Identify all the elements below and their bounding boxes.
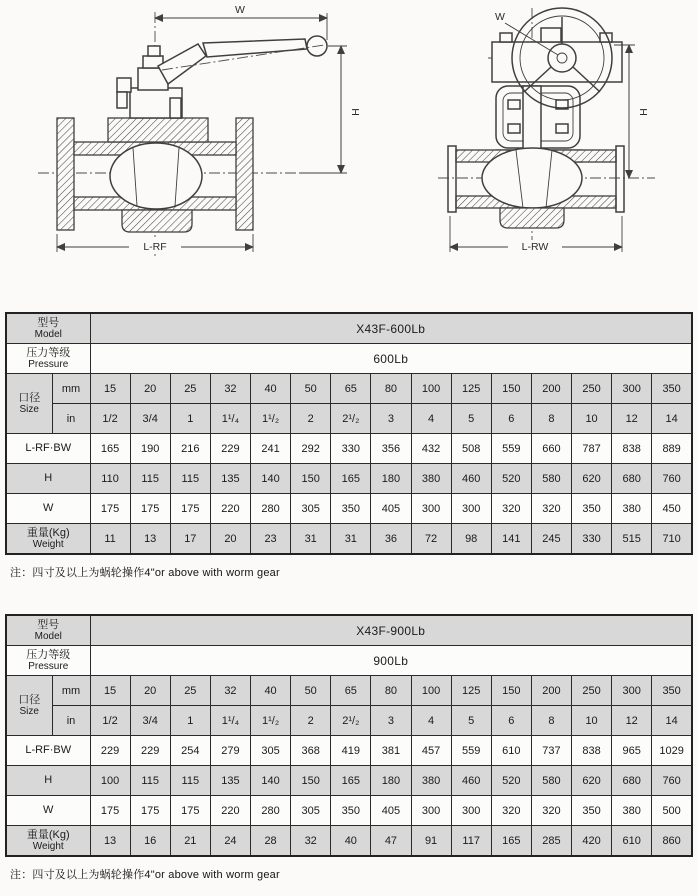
dim-label-w-left: W	[235, 4, 245, 16]
label: L-RF·BW	[25, 442, 72, 455]
size-in-value: 12	[612, 404, 652, 434]
spec-value: 11	[90, 524, 130, 555]
spec-value: 140	[251, 766, 291, 796]
spec-value: 47	[371, 826, 411, 857]
label-cn: 压力等级	[26, 648, 71, 661]
size-mm-value: 100	[411, 676, 451, 706]
spec-value: 760	[652, 766, 692, 796]
spec-value: 380	[411, 766, 451, 796]
spec-value: 229	[130, 736, 170, 766]
spec-value: 36	[371, 524, 411, 555]
spec-value: 135	[210, 464, 250, 494]
size-in-value: 2¹/₂	[331, 706, 371, 736]
size-in-value: 10	[572, 706, 612, 736]
size-in-value: 1¹/₄	[210, 706, 250, 736]
spec-value: 860	[652, 826, 692, 857]
size-mm-value: 150	[491, 676, 531, 706]
size-in-value: 1¹/₂	[251, 404, 291, 434]
model-label	[6, 313, 90, 344]
size-in-value: 1¹/₂	[251, 706, 291, 736]
spec-value: 405	[371, 796, 411, 826]
spec-value: 450	[652, 494, 692, 524]
technical-drawings	[0, 0, 698, 300]
spec-value: 175	[90, 494, 130, 524]
spec-value: 300	[411, 796, 451, 826]
spec-value: 680	[612, 464, 652, 494]
spec-value: 13	[90, 826, 130, 857]
spec-value: 17	[170, 524, 210, 555]
spec-table	[5, 614, 693, 857]
lever-valve-drawing	[38, 4, 361, 258]
size-mm-value: 25	[170, 676, 210, 706]
size-mm-value: 32	[210, 374, 250, 404]
size-in-value: 1	[170, 706, 210, 736]
spec-value: 98	[451, 524, 491, 555]
size-in-value: 4	[411, 706, 451, 736]
right-flange	[236, 118, 253, 230]
spec-value: 216	[170, 434, 210, 464]
spec-value: 180	[371, 464, 411, 494]
dim-label-h-right: H	[637, 108, 649, 116]
spec-value: 115	[130, 464, 170, 494]
spec-value: 420	[572, 826, 612, 857]
spec-value: 508	[451, 434, 491, 464]
spec-value: 165	[491, 826, 531, 857]
spec-value: 175	[90, 796, 130, 826]
spec-value: 115	[170, 766, 210, 796]
size-mm-value: 350	[652, 374, 692, 404]
spec-value: 320	[491, 494, 531, 524]
weld-end-right	[616, 146, 624, 212]
size-in-value: 3/4	[130, 404, 170, 434]
yoke-bolt	[556, 124, 568, 133]
weld-end-left	[448, 146, 456, 212]
spec-value: 559	[451, 736, 491, 766]
size-in-value: 6	[491, 706, 531, 736]
spec-value: 175	[130, 796, 170, 826]
spec-value: 380	[612, 796, 652, 826]
spec-value: 40	[331, 826, 371, 857]
spec-value: 140	[251, 464, 291, 494]
spec-value: 220	[210, 796, 250, 826]
size-in-value: 8	[531, 706, 571, 736]
size-in-value: 6	[491, 404, 531, 434]
spec-value: 580	[531, 766, 571, 796]
size-label	[6, 374, 52, 434]
dim-label-w-right: W	[495, 11, 505, 23]
label: H	[44, 774, 53, 787]
row-label	[6, 766, 90, 796]
size-in-value: 1/2	[90, 404, 130, 434]
size-in-value: 1/2	[90, 706, 130, 736]
spec-value: 432	[411, 434, 451, 464]
size-label	[6, 676, 52, 736]
size-mm-value: 65	[331, 374, 371, 404]
dim-label-lrf: L-RF	[143, 241, 167, 253]
spec-value: 175	[130, 494, 170, 524]
size-in-value: 8	[531, 404, 571, 434]
spec-value: 419	[331, 736, 371, 766]
spec-value: 350	[331, 494, 371, 524]
note-900lb: 注：四寸及以上为蜗轮操作4"or above with worm gear	[10, 869, 280, 881]
spec-value: 520	[491, 464, 531, 494]
size-in-value: 5	[451, 706, 491, 736]
spec-value: 23	[251, 524, 291, 555]
spec-value: 28	[251, 826, 291, 857]
spec-value: 165	[331, 464, 371, 494]
spec-value: 620	[572, 464, 612, 494]
row-label	[6, 796, 90, 826]
size-mm-value: 200	[531, 676, 571, 706]
spec-value: 889	[652, 434, 692, 464]
label: L-RF·BW	[25, 744, 72, 757]
row-label	[6, 524, 90, 555]
label: H	[44, 472, 53, 485]
pressure-label	[6, 344, 90, 374]
gland-bracket	[117, 92, 127, 108]
label-en: Model	[34, 329, 62, 341]
spec-value: 838	[612, 434, 652, 464]
size-mm-value: 40	[251, 374, 291, 404]
spec-value: 165	[331, 766, 371, 796]
size-mm-value: 300	[612, 374, 652, 404]
size-mm-value: 15	[90, 676, 130, 706]
spec-value: 24	[210, 826, 250, 857]
spec-value: 838	[572, 736, 612, 766]
label-cn: 型号	[37, 618, 60, 631]
size-in-value: 2	[291, 404, 331, 434]
unit-mm: mm	[52, 374, 90, 404]
spec-value: 320	[531, 796, 571, 826]
size-mm-value: 15	[90, 374, 130, 404]
size-in-value: 12	[612, 706, 652, 736]
spec-value: 31	[331, 524, 371, 555]
label-cn: 口径	[18, 693, 41, 706]
yoke-bolt	[508, 100, 520, 109]
spec-value: 150	[291, 766, 331, 796]
row-label	[6, 494, 90, 524]
spec-value: 190	[130, 434, 170, 464]
spec-value: 280	[251, 796, 291, 826]
spec-value: 350	[572, 796, 612, 826]
bottom-cap	[122, 210, 192, 232]
dim-label-h-left: H	[349, 108, 361, 116]
spec-value: 787	[572, 434, 612, 464]
size-in-value: 3	[371, 706, 411, 736]
spec-value: 515	[612, 524, 652, 555]
label-cn: 压力等级	[26, 346, 71, 359]
label-cn: 重量(Kg)	[26, 828, 70, 841]
spec-value: 180	[371, 766, 411, 796]
size-mm-value: 250	[572, 676, 612, 706]
note-600lb: 注：四寸及以上为蜗轮操作4"or above with worm gear	[10, 567, 280, 579]
size-mm-value: 20	[130, 374, 170, 404]
size-mm-value: 300	[612, 676, 652, 706]
yoke-bolt	[508, 124, 520, 133]
pressure-value: 600Lb	[90, 344, 692, 374]
size-mm-value: 32	[210, 676, 250, 706]
model-label	[6, 615, 90, 646]
spec-value: 220	[210, 494, 250, 524]
label-cn: 重量(Kg)	[26, 526, 70, 539]
spec-value: 330	[572, 524, 612, 555]
size-mm-value: 150	[491, 374, 531, 404]
bonnet-flange	[108, 118, 208, 142]
label-en: Size	[19, 706, 39, 718]
spec-value: 610	[491, 736, 531, 766]
size-mm-value: 50	[291, 676, 331, 706]
spec-value: 20	[210, 524, 250, 555]
spec-value: 380	[612, 494, 652, 524]
dim-label-lrw: L-RW	[521, 241, 549, 253]
size-in-value: 14	[652, 404, 692, 434]
row-label	[6, 464, 90, 494]
row-label	[6, 736, 90, 766]
size-in-value: 1	[170, 404, 210, 434]
size-in-value: 2	[291, 706, 331, 736]
label-en: Weight	[32, 539, 64, 551]
bottom-cap	[500, 208, 564, 228]
spec-value: 279	[210, 736, 250, 766]
label-en: Weight	[32, 841, 64, 853]
size-in-value: 3/4	[130, 706, 170, 736]
spec-value: 91	[411, 826, 451, 857]
unit-mm: mm	[52, 676, 90, 706]
handwheel-hub	[548, 44, 576, 72]
label-en: Model	[34, 631, 62, 643]
spec-value: 320	[491, 796, 531, 826]
spec-value: 559	[491, 434, 531, 464]
size-in-value: 2¹/₂	[331, 404, 371, 434]
handle-arm	[158, 44, 206, 84]
spec-value: 117	[451, 826, 491, 857]
spec-value: 115	[170, 464, 210, 494]
spec-value: 737	[531, 736, 571, 766]
spec-value: 380	[411, 464, 451, 494]
size-in-value: 5	[451, 404, 491, 434]
spec-value: 305	[251, 736, 291, 766]
spec-value: 660	[531, 434, 571, 464]
label-en: Pressure	[28, 359, 69, 371]
stem-cap	[148, 46, 160, 56]
size-mm-value: 80	[371, 676, 411, 706]
size-mm-value: 125	[451, 676, 491, 706]
spec-value: 229	[90, 736, 130, 766]
spec-value: 229	[210, 434, 250, 464]
label-cn: 型号	[37, 316, 60, 329]
row-label	[6, 434, 90, 464]
size-mm-value: 250	[572, 374, 612, 404]
spec-value: 115	[130, 766, 170, 796]
size-mm-value: 350	[652, 676, 692, 706]
spec-value: 580	[531, 464, 571, 494]
spec-value: 330	[331, 434, 371, 464]
spec-value: 460	[451, 464, 491, 494]
spec-value: 16	[130, 826, 170, 857]
spec-value: 520	[491, 766, 531, 796]
spec-value: 320	[531, 494, 571, 524]
size-mm-value: 125	[451, 374, 491, 404]
spec-value: 1029	[652, 736, 692, 766]
spec-value: 710	[652, 524, 692, 555]
size-in-value: 4	[411, 404, 451, 434]
gland-bolt-right	[170, 98, 181, 118]
spec-table	[5, 312, 693, 555]
spec-value: 285	[531, 826, 571, 857]
label: W	[43, 502, 54, 515]
label-cn: 口径	[18, 391, 41, 404]
spec-value: 300	[411, 494, 451, 524]
spec-table-900lb	[0, 614, 698, 857]
label-en: Size	[19, 404, 39, 416]
size-mm-value: 50	[291, 374, 331, 404]
size-in-value: 14	[652, 706, 692, 736]
spec-value: 110	[90, 464, 130, 494]
pressure-value: 900Lb	[90, 646, 692, 676]
gearbox-bolt	[500, 33, 512, 42]
spec-value: 350	[572, 494, 612, 524]
spec-value: 245	[531, 524, 571, 555]
spec-value: 305	[291, 796, 331, 826]
spec-value: 460	[451, 766, 491, 796]
size-mm-value: 20	[130, 676, 170, 706]
handle-grip	[203, 39, 307, 57]
spec-value: 280	[251, 494, 291, 524]
spec-value: 72	[411, 524, 451, 555]
unit-in: in	[52, 404, 90, 434]
spec-value: 760	[652, 464, 692, 494]
gear-valve-drawing	[438, 8, 655, 253]
spec-value: 254	[170, 736, 210, 766]
spec-value: 175	[170, 494, 210, 524]
pressure-label	[6, 646, 90, 676]
spec-value: 165	[90, 434, 130, 464]
size-mm-value: 65	[331, 676, 371, 706]
label: W	[43, 804, 54, 817]
spec-value: 368	[291, 736, 331, 766]
spec-value: 305	[291, 494, 331, 524]
spec-value: 21	[170, 826, 210, 857]
unit-in: in	[52, 706, 90, 736]
spec-value: 300	[451, 796, 491, 826]
spec-value: 100	[90, 766, 130, 796]
spec-value: 32	[291, 826, 331, 857]
left-flange	[57, 118, 74, 230]
plug	[110, 143, 202, 209]
size-mm-value: 100	[411, 374, 451, 404]
spec-value: 241	[251, 434, 291, 464]
model-value: X43F-900Lb	[90, 615, 692, 646]
size-mm-value: 80	[371, 374, 411, 404]
gland-bolt-left	[117, 78, 131, 92]
spec-table-600lb	[0, 312, 698, 555]
spec-value: 350	[331, 796, 371, 826]
label-en: Pressure	[28, 661, 69, 673]
spec-value: 500	[652, 796, 692, 826]
plug	[482, 148, 582, 208]
spec-value: 150	[291, 464, 331, 494]
spec-value: 457	[411, 736, 451, 766]
stem	[523, 86, 541, 152]
spec-value: 292	[291, 434, 331, 464]
size-mm-value: 25	[170, 374, 210, 404]
model-value: X43F-600Lb	[90, 313, 692, 344]
spec-value: 31	[291, 524, 331, 555]
spec-value: 405	[371, 494, 411, 524]
spec-value: 175	[170, 796, 210, 826]
row-label	[6, 826, 90, 857]
spec-value: 141	[491, 524, 531, 555]
spec-value: 965	[612, 736, 652, 766]
size-in-value: 3	[371, 404, 411, 434]
spec-value: 620	[572, 766, 612, 796]
size-mm-value: 40	[251, 676, 291, 706]
spec-value: 300	[451, 494, 491, 524]
spec-value: 680	[612, 766, 652, 796]
gearbox-boss	[541, 28, 561, 42]
spec-value: 610	[612, 826, 652, 857]
spec-value: 13	[130, 524, 170, 555]
size-in-value: 1¹/₄	[210, 404, 250, 434]
size-mm-value: 200	[531, 374, 571, 404]
spec-value: 381	[371, 736, 411, 766]
spec-value: 135	[210, 766, 250, 796]
size-in-value: 10	[572, 404, 612, 434]
spec-value: 356	[371, 434, 411, 464]
